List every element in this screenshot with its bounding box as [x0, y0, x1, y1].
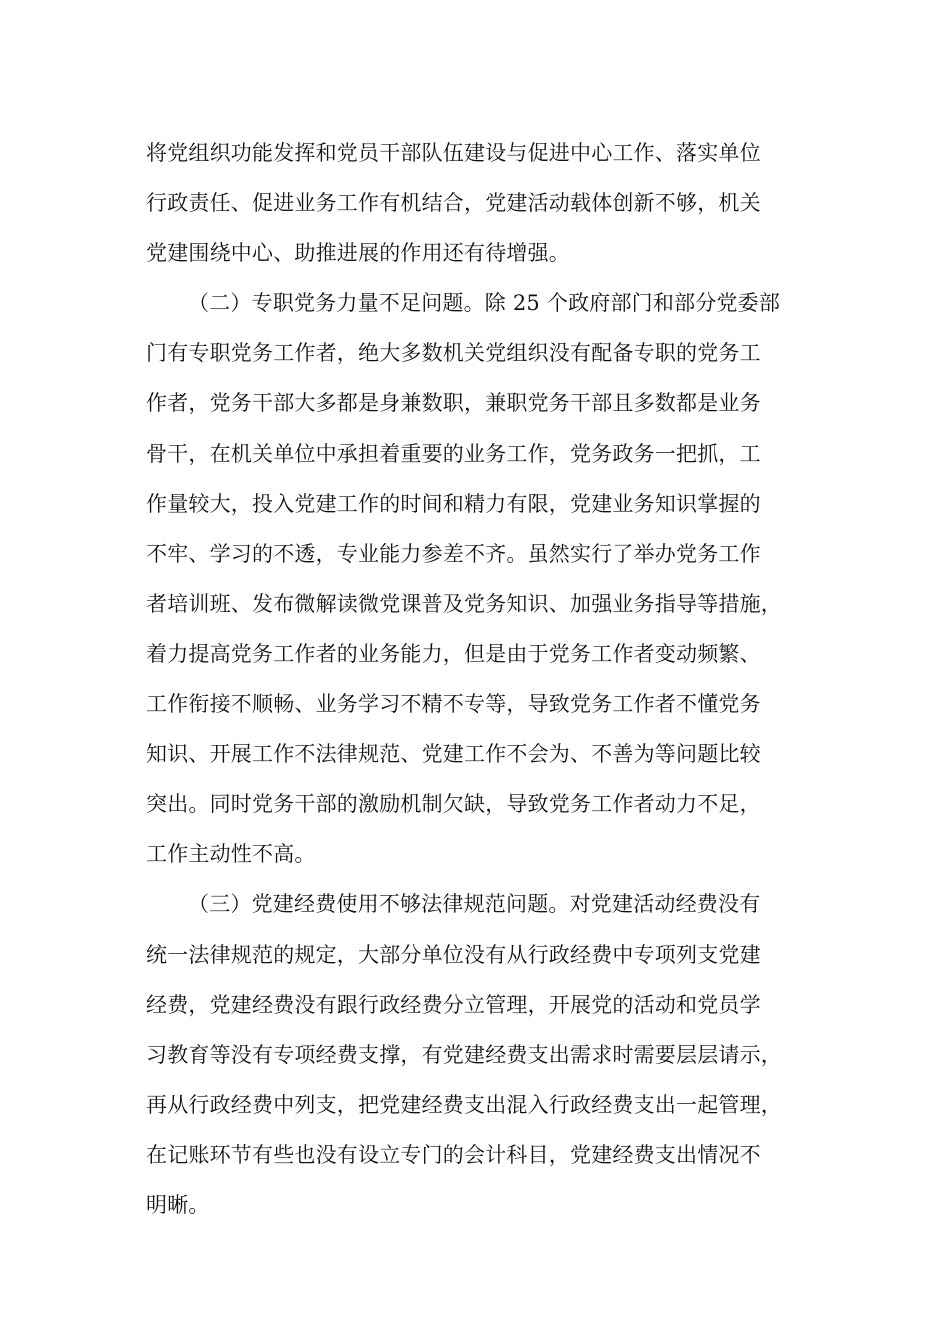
paragraph	[146, 879, 826, 1230]
paragraph	[146, 278, 826, 879]
text-line: 骨干，在机关单位中承担着重要的业务工作，党务政务一把抓，工	[146, 441, 761, 466]
text-line: 工作衔接不顺畅、业务学习不精不专等，导致党务工作者不懂党务	[146, 692, 761, 717]
text-line: 党建围绕中心、助推进展的作用还有待增强。	[146, 241, 570, 266]
text-line: （二）专职党务力量不足问题。除 25 个政府部门和部分党委部	[188, 291, 781, 316]
text-line: 着力提高党务工作者的业务能力，但是由于党务工作者变动频繁、	[146, 641, 761, 666]
text-line: 者培训班、发布微解读微党课普及党务知识、加强业务指导等措施，	[146, 591, 782, 616]
text-line: 在记账环节有些也没有设立专门的会计科目，党建经费支出情况不	[146, 1142, 761, 1167]
text-line: 作量较大，投入党建工作的时间和精力有限，党建业务知识掌握的	[146, 491, 761, 516]
text-line: 行政责任、促进业务工作有机结合，党建活动载体创新不够，机关	[146, 191, 761, 216]
text-line: 再从行政经费中列支，把党建经费支出混入行政经费支出一起管理，	[146, 1092, 782, 1117]
text-line: 不牢、学习的不透，专业能力参差不齐。虽然实行了举办党务工作	[146, 541, 761, 566]
document-body	[146, 128, 826, 1230]
text-line: 知识、开展工作不法律规范、党建工作不会为、不善为等问题比较	[146, 742, 761, 767]
text-line: 作者，党务干部大多都是身兼数职，兼职党务干部且多数都是业务	[146, 391, 761, 416]
text-line: 经费，党建经费没有跟行政经费分立管理，开展党的活动和党员学	[146, 992, 761, 1017]
text-line: 门有专职党务工作者，绝大多数机关党组织没有配备专职的党务工	[146, 341, 761, 366]
text-line: 突出。同时党务干部的激励机制欠缺，导致党务工作者动力不足，	[146, 792, 761, 817]
text-line: 习教育等没有专项经费支撑，有党建经费支出需求时需要层层请示，	[146, 1042, 782, 1067]
text-line: 将党组织功能发挥和党员干部队伍建设与促进中心工作、落实单位	[146, 141, 761, 165]
paragraph	[146, 128, 826, 278]
text-line: 明晰。	[146, 1192, 210, 1217]
text-line: （三）党建经费使用不够法律规范问题。对党建活动经费没有	[188, 892, 761, 917]
text-line: 统一法律规范的规定，大部分单位没有从行政经费中专项列支党建	[146, 942, 761, 967]
text-line: 工作主动性不高。	[146, 842, 316, 867]
